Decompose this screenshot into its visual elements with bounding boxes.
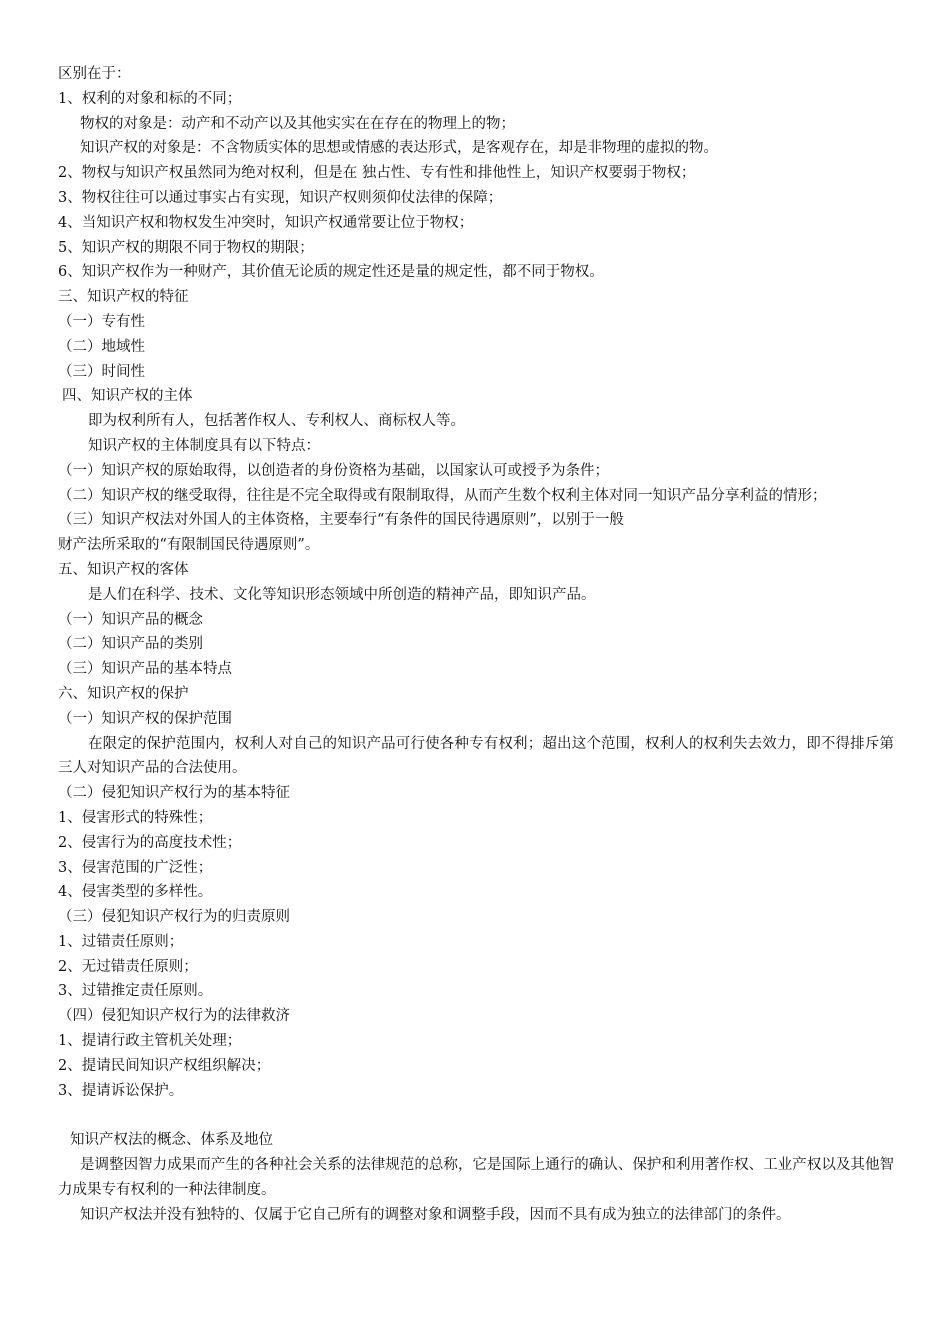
- paragraph: 物权的对象是：动产和不动产以及其他实实在在存在的物理上的物；: [80, 115, 515, 132]
- subsection-heading: （二）地域性: [58, 338, 145, 355]
- list-item: 3、提请诉讼保护。: [58, 1082, 184, 1099]
- list-item: 3、侵害范围的广泛性；: [58, 859, 213, 876]
- list-item: 2、提请民间知识产权组织解决；: [58, 1057, 271, 1074]
- list-item: 2、无过错责任原则；: [58, 958, 198, 975]
- list-item: （一）知识产权的原始取得，以创造者的身份资格为基础，以国家认可或授予为条件；: [58, 462, 609, 479]
- list-item: 4、当知识产权和物权发生冲突时，知识产权通常要让位于物权；: [58, 214, 474, 231]
- section-heading: 四、知识产权的主体: [62, 388, 193, 405]
- list-item: （三）知识产权法对外国人的主体资格，主要奉行“有条件的国民待遇原则”，以别于一般: [58, 512, 624, 529]
- subsection-heading: （一）知识产权的保护范围: [58, 710, 232, 727]
- section-heading: 三、知识产权的特征: [58, 289, 189, 306]
- list-item: 1、过错责任原则；: [58, 933, 184, 950]
- list-item: 4、侵害类型的多样性。: [58, 884, 213, 901]
- paragraph: 是调整因智力成果而产生的各种社会关系的法律规范的总称，它是国际上通行的确认、保护和利用著作权、工业产权以及其他智力成果专有权利的一种法律制度。: [58, 1157, 894, 1198]
- paragraph: 是人们在科学、技术、文化等知识形态领域中所创造的精神产品，即知识产品。: [88, 586, 596, 603]
- list-item: 3、物权往往可以通过事实占有实现，知识产权则须仰仗法律的保障；: [58, 189, 503, 206]
- paragraph: 知识产权的对象是：不含物质实体的思想或情感的表达形式，是客观存在，却是非物理的虚拟的物。: [80, 140, 718, 157]
- document-body: [58, 62, 894, 1227]
- subsection-heading: （三）侵犯知识产权行为的归责原则: [58, 909, 290, 926]
- list-item: 6、知识产权作为一种财产，其价值无论质的规定性还是量的规定性，都不同于物权。: [58, 264, 604, 281]
- section-heading: 知识产权法的概念、体系及地位: [70, 1132, 273, 1149]
- section-heading: 五、知识产权的客体: [58, 561, 189, 578]
- paragraph: 知识产权的主体制度具有以下特点：: [88, 437, 320, 454]
- subsection-heading: （一）专有性: [58, 313, 145, 330]
- list-item: 2、物权与知识产权虽然同为绝对权利，但是在 独占性、专有性和排他性上，知识产权要弱于物权；: [58, 165, 696, 182]
- section-heading: 六、知识产权的保护: [58, 685, 189, 702]
- list-item: 1、侵害形式的特殊性；: [58, 809, 213, 826]
- paragraph: 知识产权法并没有独特的、仅属于它自己所有的调整对象和调整手段，因而不具有成为独立的法律部门的条件。: [80, 1206, 791, 1223]
- list-item: 1、提请行政主管机关处理；: [58, 1033, 242, 1050]
- intro-line: 区别在于：: [58, 66, 131, 82]
- list-item: 3、过错推定责任原则。: [58, 983, 213, 1000]
- blank-line: [58, 1103, 894, 1128]
- subsection-heading: （二）知识产品的类别: [58, 636, 203, 653]
- list-item: （二）知识产权的继受取得，往往是不完全取得或有限制取得，从而产生数个权利主体对同一知识产品分享利益的情形；: [58, 487, 827, 504]
- paragraph: 在限定的保护范围内，权利人对自己的知识产品可行使各种专有权利；超出这个范围，权利人的权利失去效力，即不得排斥第三人对知识产品的合法使用。: [58, 735, 894, 777]
- list-item: 2、侵害行为的高度技术性；: [58, 834, 242, 851]
- list-item: 5、知识产权的期限不同于物权的期限；: [58, 239, 314, 256]
- list-item: 1、权利的对象和标的不同；: [58, 90, 242, 107]
- subsection-heading: （二）侵犯知识产权行为的基本特征: [58, 785, 290, 802]
- subsection-heading: （一）知识产品的概念: [58, 611, 203, 628]
- subsection-heading: （三）时间性: [58, 363, 145, 380]
- paragraph: 即为权利所有人，包括著作权人、专利权人、商标权人等。: [88, 413, 465, 430]
- subsection-heading: （四）侵犯知识产权行为的法律救济: [58, 1008, 290, 1025]
- paragraph: 财产法所采取的“有限制国民待遇原则”。: [58, 537, 320, 554]
- subsection-heading: （三）知识产品的基本特点: [58, 661, 232, 678]
